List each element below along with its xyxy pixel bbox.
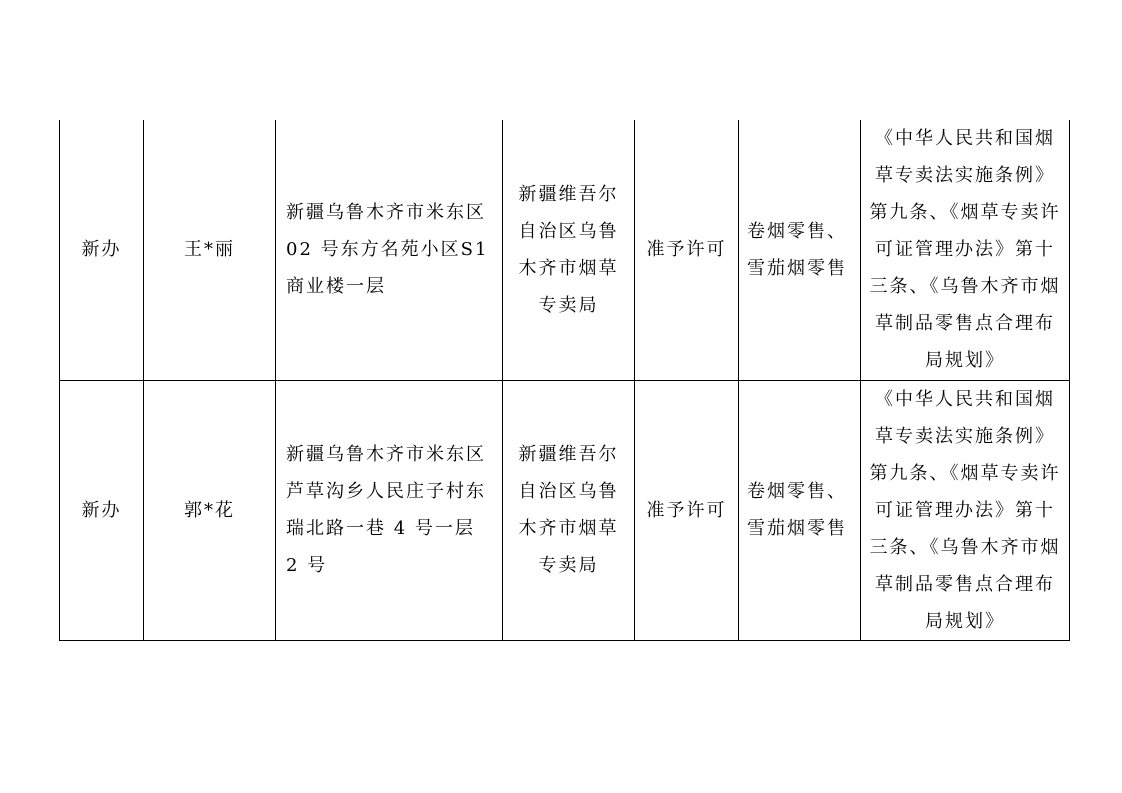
permit-table: [59, 120, 1070, 641]
business-address-cell: [276, 380, 503, 640]
decision: 准予许可: [646, 239, 727, 261]
application-type-cell: [60, 120, 144, 380]
legal-basis: 《中华人民共和国烟草专卖法实施条例》第九条、《烟草专卖许可证管理办法》第十三条、《乌鲁木齐市烟草制品零售点合理布局规划》: [869, 388, 1061, 632]
business-address: 新疆乌鲁木齐市米东区 02 号东方名苑小区S1 商业楼一层: [286, 202, 489, 298]
business-address: 新疆乌鲁木齐市米东区芦草沟乡人民庄子村东瑞北路一巷 4 号一层 2 号: [286, 444, 486, 576]
issuing-authority: 新疆维吾尔自治区乌鲁木齐市烟草专卖局: [518, 444, 619, 576]
decision-cell: [635, 380, 739, 640]
application-type-cell: [60, 380, 144, 640]
issuing-authority-cell: [503, 380, 635, 640]
table-row: [60, 120, 1070, 380]
business-address-cell: [276, 120, 503, 380]
table-row: [60, 380, 1070, 640]
decision: 准予许可: [646, 499, 727, 521]
decision-cell: [635, 120, 739, 380]
business-scope-cell: [739, 380, 861, 640]
business-scope: 卷烟零售、雪茄烟零售: [747, 220, 847, 279]
issuing-authority-cell: [503, 120, 635, 380]
application-type: 新办: [81, 239, 122, 261]
legal-basis-cell: [861, 380, 1070, 640]
applicant-name: 王*丽: [184, 239, 235, 261]
applicant-name-cell: [144, 120, 276, 380]
legal-basis: 《中华人民共和国烟草专卖法实施条例》第九条、《烟草专卖许可证管理办法》第十三条、《乌鲁木齐市烟草制品零售点合理布局规划》: [869, 128, 1061, 372]
issuing-authority: 新疆维吾尔自治区乌鲁木齐市烟草专卖局: [518, 183, 619, 316]
applicant-name: 郭*花: [184, 499, 235, 521]
legal-basis-cell: [861, 120, 1070, 380]
business-scope-cell: [739, 120, 861, 380]
applicant-name-cell: [144, 380, 276, 640]
business-scope: 卷烟零售、雪茄烟零售: [747, 481, 847, 539]
application-type: 新办: [81, 499, 122, 521]
